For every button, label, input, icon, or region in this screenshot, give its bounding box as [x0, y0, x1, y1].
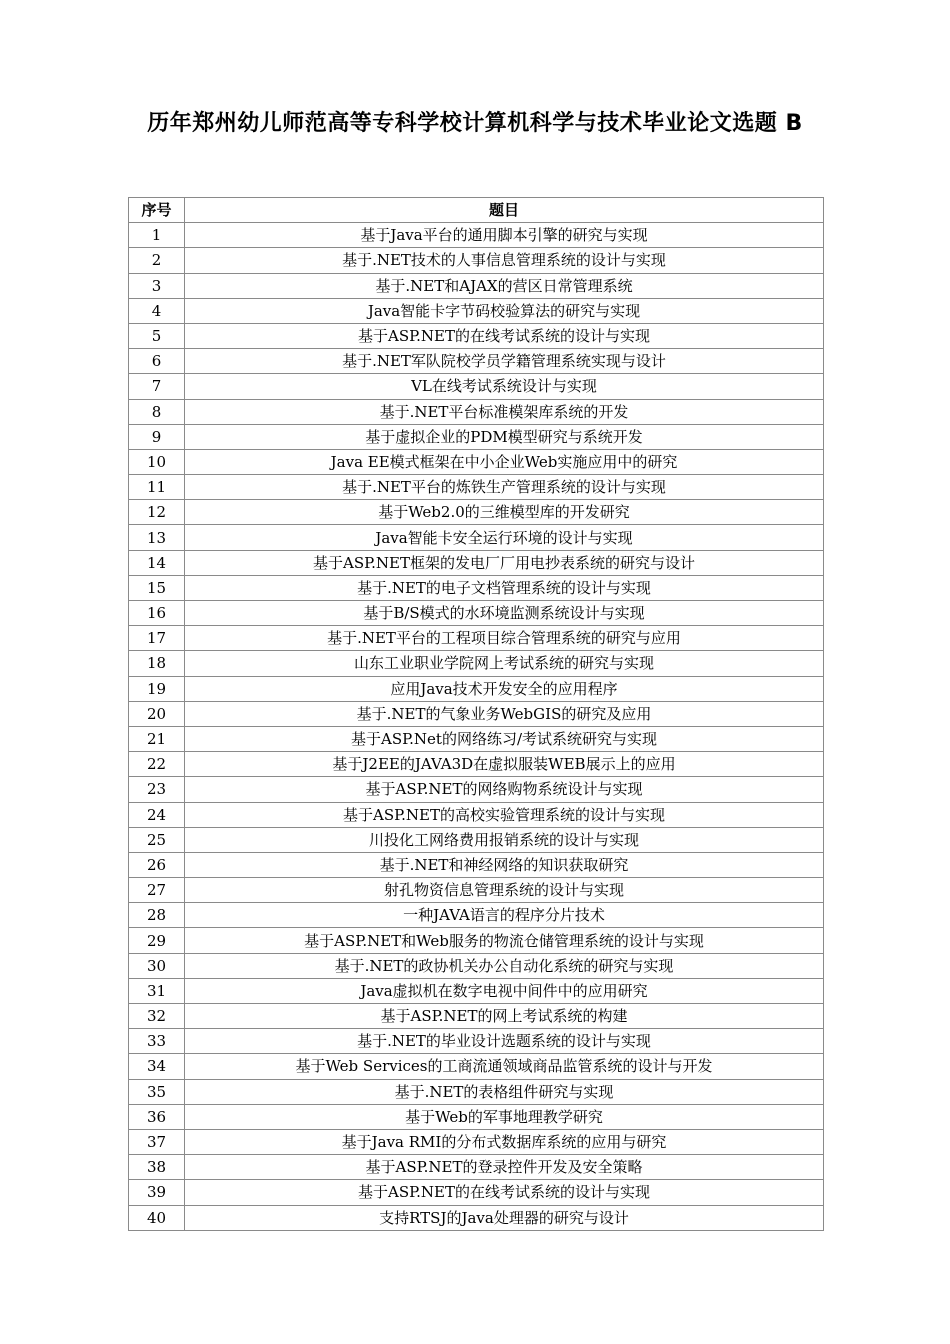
- row-number: 26: [129, 852, 185, 877]
- row-topic: 山东工业职业学院网上考试系统的研究与实现: [185, 651, 824, 676]
- row-topic: Java EE模式框架在中小企业Web实施应用中的研究: [185, 449, 824, 474]
- row-number: 39: [129, 1180, 185, 1205]
- row-topic: 射孔物资信息管理系统的设计与实现: [185, 878, 824, 903]
- row-topic: 基于ASP.NET的在线考试系统的设计与实现: [185, 1180, 824, 1205]
- row-number: 23: [129, 777, 185, 802]
- row-number: 11: [129, 475, 185, 500]
- table-row: [129, 374, 824, 399]
- table-row: [129, 953, 824, 978]
- table-row: [129, 475, 824, 500]
- row-topic: 一种JAVA语言的程序分片技术: [185, 903, 824, 928]
- table-row: [129, 1205, 824, 1230]
- table-header-row: [129, 198, 824, 223]
- row-topic: 基于ASP.Net的网络练习/考试系统研究与实现: [185, 726, 824, 751]
- table-row: [129, 550, 824, 575]
- table-body: [129, 223, 824, 1231]
- table-row: [129, 676, 824, 701]
- table-row: [129, 349, 824, 374]
- table-row: [129, 1129, 824, 1154]
- row-number: 8: [129, 399, 185, 424]
- row-topic: 基于Java RMI的分布式数据库系统的应用与研究: [185, 1129, 824, 1154]
- row-topic: 应用Java技术开发安全的应用程序: [185, 676, 824, 701]
- row-number: 40: [129, 1205, 185, 1230]
- table-row: [129, 903, 824, 928]
- row-topic: 基于.NET的毕业设计选题系统的设计与实现: [185, 1029, 824, 1054]
- table-row: [129, 726, 824, 751]
- table-row: [129, 1180, 824, 1205]
- table-row: [129, 399, 824, 424]
- row-topic: 基于.NET平台的工程项目综合管理系统的研究与应用: [185, 626, 824, 651]
- row-number: 32: [129, 1004, 185, 1029]
- row-number: 4: [129, 298, 185, 323]
- row-number: 5: [129, 323, 185, 348]
- row-topic: 基于.NET平台的炼铁生产管理系统的设计与实现: [185, 475, 824, 500]
- table-row: [129, 1079, 824, 1104]
- row-topic: 基于.NET的政协机关办公自动化系统的研究与实现: [185, 953, 824, 978]
- row-number: 28: [129, 903, 185, 928]
- column-header-number: 序号: [129, 198, 185, 223]
- row-number: 29: [129, 928, 185, 953]
- table-row: [129, 223, 824, 248]
- row-topic: 基于.NET的气象业务WebGIS的研究及应用: [185, 701, 824, 726]
- column-header-topic: 题目: [185, 198, 824, 223]
- row-topic: 基于J2EE的JAVA3D在虚拟服装WEB展示上的应用: [185, 752, 824, 777]
- table-row: [129, 500, 824, 525]
- table-row: [129, 449, 824, 474]
- table-row: [129, 802, 824, 827]
- table-row: [129, 1054, 824, 1079]
- row-number: 36: [129, 1104, 185, 1129]
- row-topic: 基于.NET平台标准模架库系统的开发: [185, 399, 824, 424]
- table-row: [129, 575, 824, 600]
- row-number: 10: [129, 449, 185, 474]
- table-row: [129, 878, 824, 903]
- row-number: 9: [129, 424, 185, 449]
- row-topic: 基于虚拟企业的PDM模型研究与系统开发: [185, 424, 824, 449]
- row-number: 17: [129, 626, 185, 651]
- table-row: [129, 827, 824, 852]
- row-topic: 基于Web的军事地理教学研究: [185, 1104, 824, 1129]
- table-row: [129, 978, 824, 1003]
- row-number: 14: [129, 550, 185, 575]
- table-row: [129, 424, 824, 449]
- row-number: 16: [129, 601, 185, 626]
- table-row: [129, 752, 824, 777]
- row-topic: VL在线考试系统设计与实现: [185, 374, 824, 399]
- row-number: 34: [129, 1054, 185, 1079]
- row-topic: 基于ASP.NET的网络购物系统设计与实现: [185, 777, 824, 802]
- row-number: 7: [129, 374, 185, 399]
- table-row: [129, 1104, 824, 1129]
- table-row: [129, 626, 824, 651]
- table-row: [129, 1004, 824, 1029]
- row-topic: 基于ASP.NET和Web服务的物流仓储管理系统的设计与实现: [185, 928, 824, 953]
- table-row: [129, 1029, 824, 1054]
- row-topic: 基于.NET的电子文档管理系统的设计与实现: [185, 575, 824, 600]
- row-number: 22: [129, 752, 185, 777]
- row-topic: 基于Web2.0的三维模型库的开发研究: [185, 500, 824, 525]
- row-number: 24: [129, 802, 185, 827]
- row-number: 30: [129, 953, 185, 978]
- row-number: 35: [129, 1079, 185, 1104]
- row-number: 27: [129, 878, 185, 903]
- table-row: [129, 928, 824, 953]
- row-number: 38: [129, 1155, 185, 1180]
- row-number: 1: [129, 223, 185, 248]
- table-row: [129, 852, 824, 877]
- table-row: [129, 701, 824, 726]
- row-topic: 川投化工网络费用报销系统的设计与实现: [185, 827, 824, 852]
- row-number: 31: [129, 978, 185, 1003]
- row-topic: 基于.NET军队院校学员学籍管理系统实现与设计: [185, 349, 824, 374]
- table-row: [129, 298, 824, 323]
- table-row: [129, 525, 824, 550]
- row-topic: 基于ASP.NET的在线考试系统的设计与实现: [185, 323, 824, 348]
- row-number: 13: [129, 525, 185, 550]
- table-row: [129, 777, 824, 802]
- row-topic: 基于.NET和神经网络的知识获取研究: [185, 852, 824, 877]
- row-number: 6: [129, 349, 185, 374]
- row-topic: 基于.NET技术的人事信息管理系统的设计与实现: [185, 248, 824, 273]
- row-topic: 基于Web Services的工商流通领域商品监管系统的设计与开发: [185, 1054, 824, 1079]
- row-number: 3: [129, 273, 185, 298]
- row-number: 37: [129, 1129, 185, 1154]
- table-row: [129, 273, 824, 298]
- row-number: 20: [129, 701, 185, 726]
- page-title: 历年郑州幼儿师范高等专科学校计算机科学与技术毕业论文选题 B: [147, 111, 803, 136]
- row-topic: Java虚拟机在数字电视中间件中的应用研究: [185, 978, 824, 1003]
- row-topic: 基于Java平台的通用脚本引擎的研究与实现: [185, 223, 824, 248]
- table-row: [129, 1155, 824, 1180]
- table-row: [129, 651, 824, 676]
- row-topic: 基于.NET和AJAX的营区日常管理系统: [185, 273, 824, 298]
- table-row: [129, 248, 824, 273]
- row-topic: 基于ASP.NET框架的发电厂厂用电抄表系统的研究与设计: [185, 550, 824, 575]
- row-topic: 支持RTSJ的Java处理器的研究与设计: [185, 1205, 824, 1230]
- row-topic: 基于ASP.NET的高校实验管理系统的设计与实现: [185, 802, 824, 827]
- row-number: 21: [129, 726, 185, 751]
- table-row: [129, 323, 824, 348]
- row-number: 12: [129, 500, 185, 525]
- row-number: 33: [129, 1029, 185, 1054]
- row-number: 18: [129, 651, 185, 676]
- row-number: 2: [129, 248, 185, 273]
- row-topic: Java智能卡字节码校验算法的研究与实现: [185, 298, 824, 323]
- table-row: [129, 601, 824, 626]
- row-number: 15: [129, 575, 185, 600]
- row-topic: 基于ASP.NET的登录控件开发及安全策略: [185, 1155, 824, 1180]
- row-number: 19: [129, 676, 185, 701]
- row-topic: 基于ASP.NET的网上考试系统的构建: [185, 1004, 824, 1029]
- row-topic: Java智能卡安全运行环境的设计与实现: [185, 525, 824, 550]
- row-topic: 基于.NET的表格组件研究与实现: [185, 1079, 824, 1104]
- row-topic: 基于B/S模式的水环境监测系统设计与实现: [185, 601, 824, 626]
- row-number: 25: [129, 827, 185, 852]
- topic-table: [128, 197, 824, 1231]
